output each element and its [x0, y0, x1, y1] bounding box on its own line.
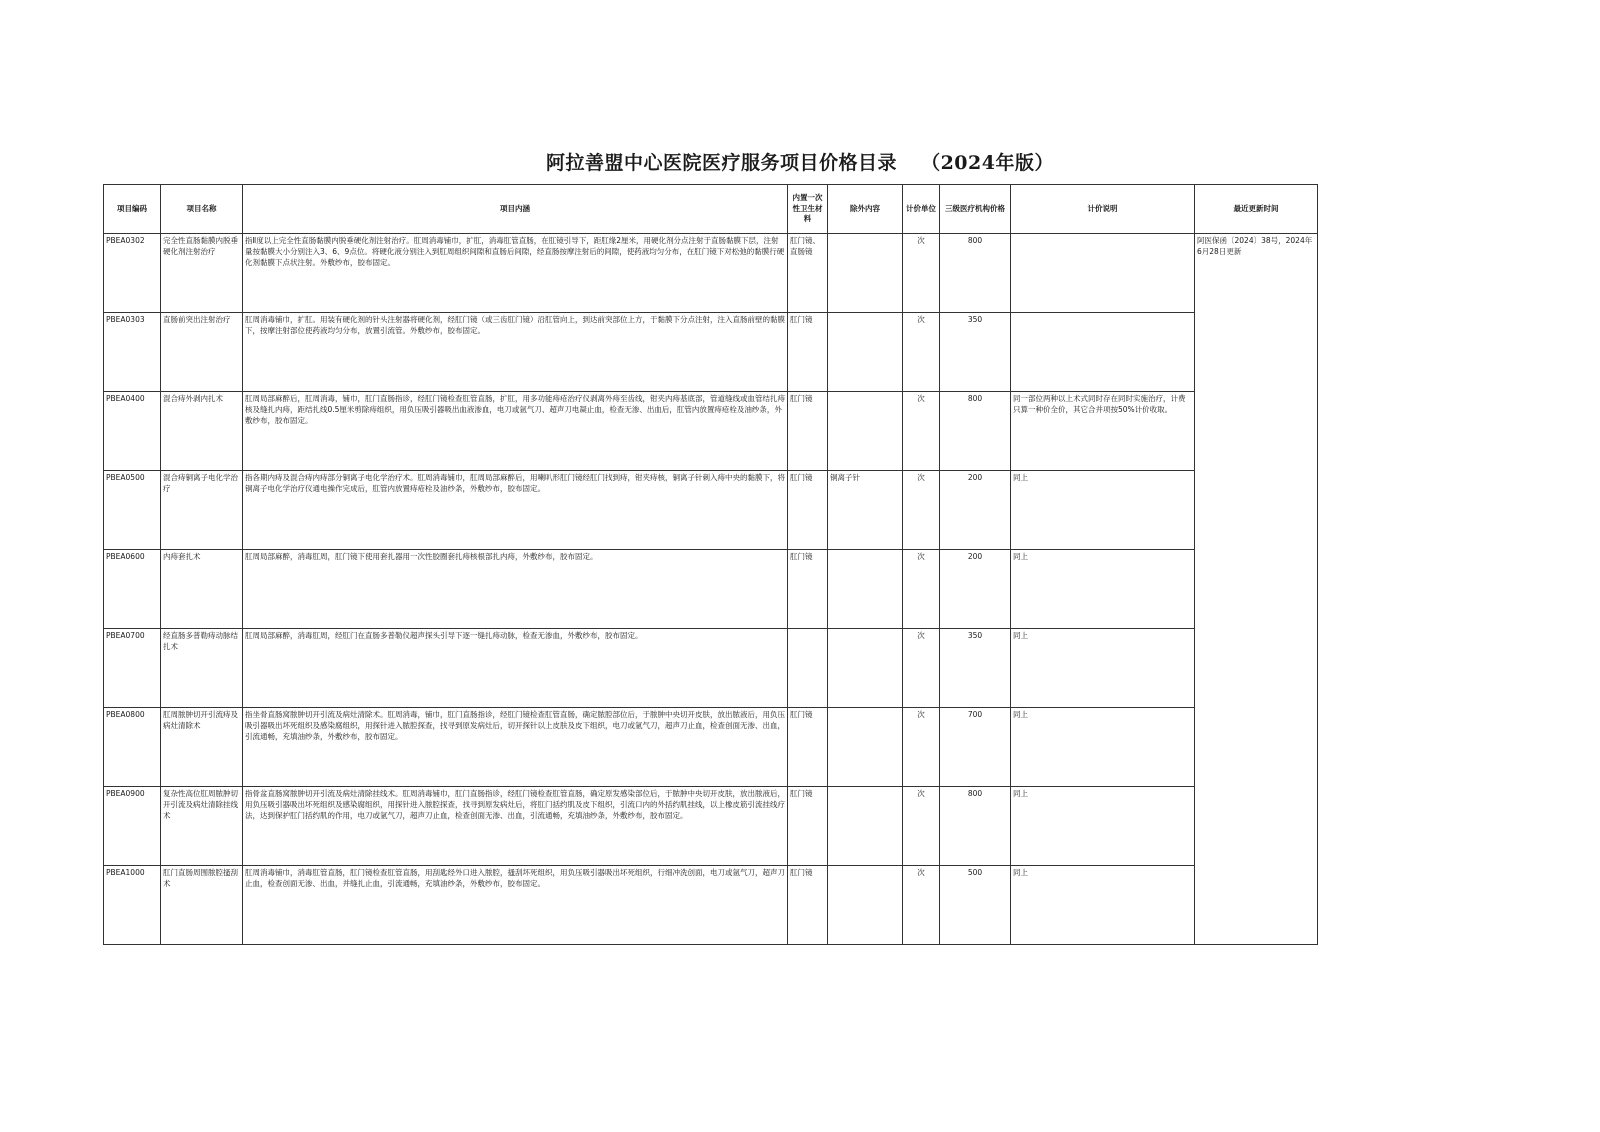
cell-material: 肛门镜	[788, 708, 828, 787]
cell-unit: 次	[903, 866, 940, 945]
cell-content: 肛周消毒铺巾，消毒肛管直肠，肛门镜检查肛管直肠，用刮匙经外口进入脓腔，搔刮坏死组织，用负压吸引器吸出坏死组织，行细冲洗创面，电刀或氩气刀，超声刀止血，检查创面无渗、出血，并缝扎止血，引流通畅，充填油纱条，外敷纱布，胶布固定。	[243, 866, 788, 945]
cell-material: 肛门镜	[788, 787, 828, 866]
cell-name: 内痔套扎术	[161, 550, 243, 629]
cell-price: 800	[940, 787, 1011, 866]
cell-excluded	[828, 787, 903, 866]
cell-code: PBEA0600	[104, 550, 161, 629]
cell-name: 复杂性高位肛周脓肿切开引流及病灶清除挂线术	[161, 787, 243, 866]
cell-excluded	[828, 866, 903, 945]
cell-name: 完全性直肠黏膜内脱垂硬化剂注射治疗	[161, 234, 243, 313]
cell-material: 肛门镜、直肠镜	[788, 234, 828, 313]
cell-note	[1011, 234, 1195, 313]
table-row	[104, 708, 1318, 787]
header-note: 计价说明	[1011, 185, 1195, 234]
cell-material: 肛门镜	[788, 866, 828, 945]
cell-code: PBEA1000	[104, 866, 161, 945]
cell-name: 肛门直肠周围脓腔搔刮术	[161, 866, 243, 945]
cell-code: PBEA0500	[104, 471, 161, 550]
cell-name: 肛周脓肿切开引流痔及病灶清除术	[161, 708, 243, 787]
cell-price: 350	[940, 313, 1011, 392]
cell-unit: 次	[903, 787, 940, 866]
cell-content: 肛周消毒铺巾，扩肛。用装有硬化剂的针头注射器将硬化剂，经肛门镜（或三齿肛门镜）沿肛管向上，到达前突部位上方，于黏膜下分点注射，注入直肠前壁的黏膜下，按摩注射部位使药液均匀分布，放置引流管。外敷纱布，胶布固定。	[243, 313, 788, 392]
header-excluded: 除外内容	[828, 185, 903, 234]
cell-note	[1011, 313, 1195, 392]
document-title: 阿拉善盟中心医院医疗服务项目价格目录	[546, 152, 898, 174]
table-header-row	[104, 185, 1318, 234]
cell-price: 800	[940, 392, 1011, 471]
cell-code: PBEA0900	[104, 787, 161, 866]
header-unit: 计价单位	[903, 185, 940, 234]
table-row	[104, 471, 1318, 550]
table-row	[104, 392, 1318, 471]
cell-note: 同上	[1011, 708, 1195, 787]
header-content: 项目内涵	[243, 185, 788, 234]
cell-unit: 次	[903, 313, 940, 392]
cell-update-time: 阿医保函〔2024〕38号，2024年6月28日更新	[1195, 234, 1318, 945]
cell-content: 肛周局部麻醉，消毒肛周，经肛门在直肠多普勒仪超声探头引导下逐一缝扎痔动脉，检查无渗血，外敷纱布，胶布固定。	[243, 629, 788, 708]
cell-name: 混合痔铜离子电化学治疗	[161, 471, 243, 550]
cell-price: 200	[940, 550, 1011, 629]
cell-excluded	[828, 550, 903, 629]
page-title	[0, 148, 1600, 175]
cell-price: 350	[940, 629, 1011, 708]
cell-content: 肛周局部麻醉，消毒肛周，肛门镜下使用套扎器用一次性胶圈套扎痔核根部扎内痔，外敷纱布，胶布固定。	[243, 550, 788, 629]
cell-excluded: 铜离子针	[828, 471, 903, 550]
cell-note: 同上	[1011, 787, 1195, 866]
cell-code: PBEA0302	[104, 234, 161, 313]
table-row	[104, 550, 1318, 629]
table-row	[104, 787, 1318, 866]
cell-note: 同上	[1011, 550, 1195, 629]
cell-material: 肛门镜	[788, 471, 828, 550]
cell-price: 800	[940, 234, 1011, 313]
cell-name: 混合痔外剥内扎术	[161, 392, 243, 471]
table-row	[104, 234, 1318, 313]
cell-unit: 次	[903, 708, 940, 787]
cell-code: PBEA0400	[104, 392, 161, 471]
cell-price: 200	[940, 471, 1011, 550]
cell-name: 经直肠多普勒痔动脉结扎术	[161, 629, 243, 708]
cell-price: 500	[940, 866, 1011, 945]
header-price: 三级医疗机构价格	[940, 185, 1011, 234]
cell-material: 肛门镜	[788, 550, 828, 629]
cell-unit: 次	[903, 234, 940, 313]
cell-material: 肛门镜	[788, 392, 828, 471]
cell-excluded	[828, 234, 903, 313]
cell-unit: 次	[903, 392, 940, 471]
cell-name: 直肠前突出注射治疗	[161, 313, 243, 392]
header-material: 内置一次性卫生材料	[788, 185, 828, 234]
cell-content: 指骨盆直肠窝脓肿切开引流及病灶清除挂线术。肛周消毒铺巾，肛门直肠指诊，经肛门镜检查肛管直肠，确定原发感染部位后，于脓肿中央切开皮肤，放出脓液后，用负压吸引器吸出坏死组织及感染腐组织，用探针进入脓腔探查，找寻到原发病灶后，将肛门括约肌及皮下组织，引流口内的外括约肌挂线，以上橡皮筋引流挂线疗法，达到保护肛门括约肌的作用，电刀或氩气刀，超声刀止血，检查创面无渗、出血，引流通畅，充填油纱条，外敷纱布，胶布固定。	[243, 787, 788, 866]
cell-excluded	[828, 708, 903, 787]
cell-note: 同上	[1011, 471, 1195, 550]
cell-unit: 次	[903, 471, 940, 550]
cell-note: 同上	[1011, 866, 1195, 945]
document-edition: （2024年版）	[921, 152, 1054, 174]
cell-unit: 次	[903, 550, 940, 629]
cell-note: 同一部位两种以上术式同时存在同时实施治疗，计费只算一种价全价，其它合并项按50%计价收取。	[1011, 392, 1195, 471]
table-row	[104, 629, 1318, 708]
header-updated: 最近更新时间	[1195, 185, 1318, 234]
cell-material: 肛门镜	[788, 313, 828, 392]
cell-content: 指坐骨直肠窝脓肿切开引流及病灶清除术。肛周消毒，铺巾，肛门直肠指诊，经肛门镜检查肛管直肠，确定脓腔部位后，于脓肿中央切开皮肤，放出脓液后，用负压吸引器吸出坏死组织及感染腐组织，用探针进入脓腔探查，找寻到原发病灶后，切开探针以上皮肤及皮下组织，电刀或氩气刀，超声刀止血，检查创面无渗、出血，引流通畅，充填油纱条，外敷纱布，胶布固定。	[243, 708, 788, 787]
cell-excluded	[828, 313, 903, 392]
cell-excluded	[828, 629, 903, 708]
cell-code: PBEA0800	[104, 708, 161, 787]
cell-content: 肛周局部麻醉后，肛周消毒，铺巾，肛门直肠指诊，经肛门镜检查肛管直肠，扩肛，用多功能痔疮治疗仪剥离外痔至齿线，钳夹内痔基底部，管道缝线或血管结扎痔核及缝扎内痔，距结扎线0.5厘米剪除痔组织，用负压吸引器吸出血液渗血，电刀或氩气刀、超声刀电凝止血，检查无渗、出血后，肛管内放置痔疮栓及油纱条，外敷纱布，胶布固定。	[243, 392, 788, 471]
header-name: 项目名称	[161, 185, 243, 234]
cell-unit: 次	[903, 629, 940, 708]
cell-content: 指Ⅱ度以上完全性直肠黏膜内脱垂硬化剂注射治疗。肛周消毒铺巾，扩肛，消毒肛管直肠，在肛镜引导下，距肛缘2厘米，用硬化剂分点注射于直肠黏膜下层，注射量按黏膜大小分别注入3、6、9点位。将硬化液分别注入到肛周组织间隙和直肠后间隙，经直肠按摩注射后的间隙，使药液均匀分布，在肛门镜下对松弛的黏膜行硬化剂黏膜下点状注射。外敷纱布，胶布固定。	[243, 234, 788, 313]
header-code: 项目编码	[104, 185, 161, 234]
cell-code: PBEA0700	[104, 629, 161, 708]
price-table	[103, 184, 1318, 945]
cell-content: 指各期内痔及混合痔内痔部分铜离子电化学治疗术。肛周消毒铺巾，肛周局部麻醉后，用喇叭形肛门镜经肛门找到痔，钳夹痔核，铜离子针刺入痔中央的黏膜下，将铜离子电化学治疗仪通电操作完成后，肛管内放置痔疮栓及油纱条，外敷纱布，胶布固定。	[243, 471, 788, 550]
table-row	[104, 313, 1318, 392]
cell-excluded	[828, 392, 903, 471]
cell-price: 700	[940, 708, 1011, 787]
cell-note: 同上	[1011, 629, 1195, 708]
table-row	[104, 866, 1318, 945]
cell-material	[788, 629, 828, 708]
cell-code: PBEA0303	[104, 313, 161, 392]
